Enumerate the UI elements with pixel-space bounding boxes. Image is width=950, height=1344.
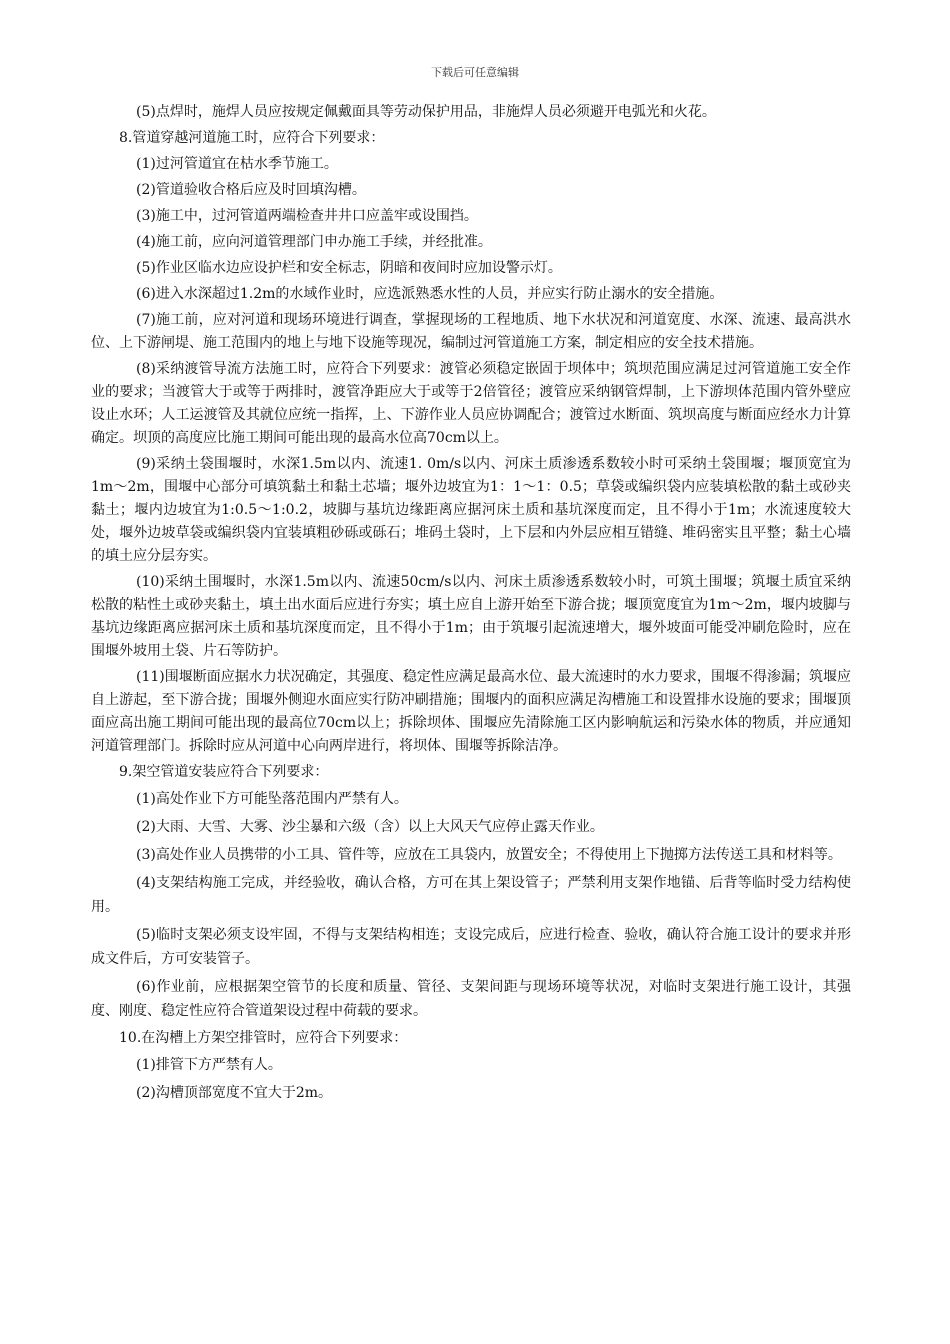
- paragraph-item: (6)进入水深超过1.2m的水域作业时，应选派熟悉水性的人员，并应实行防止溺水的安全措施。: [136, 286, 724, 302]
- paragraph-item: (10)采纳土围堰时，水深1.5m以内、流速50cm/s以内、河床土质渗透系数较小时，可筑土围堰；筑堰土质宜采纳松散的粘性土或砂夹黏土，填土出水面后应进行夯实；填土应自上游开始至下游合拢；堰顶宽度宜为1m～2m，堰内坡脚与基坑边缘距离应据河床土质和基坑深度而定，且不得小于1m；由于筑堰引起流速增大，堰外坡面可能受冲刷危险时，应在围堰外坡用土袋、片石等防护。: [91, 574, 851, 659]
- paragraph-item-5-welding: (5)点焊时，施焊人员应按规定佩戴面具等劳动保护用品，非施焊人员必须避开电弧光和火花。: [136, 104, 716, 120]
- paragraph-item: (9)采纳土袋围堰时，水深1.5m以内、流速1. 0m/s以内、河床土质渗透系数较小时可采纳土袋围堰；堰顶宽宜为1m～2m，围堰中心部分可填筑黏土和黏土芯墙；堰外边坡宜为1：1～1：0.5；草袋或编织袋内应装填松散的黏土或砂夹黏土；堰内边坡宜为1:0.5～1:0.2，坡脚与基坑边缘距离应据河床土质和基坑深度而定，且不得小于1m；水流速度较大处，堰外边坡草袋或编织袋内宜装填粗砂砾或砾石；堆码土袋时，上下层和内外层应相互错缝、堆码密实且平整；黏土心墙的填土应分层夯实。: [91, 456, 851, 564]
- section-10-heading: 10.在沟槽上方架空排管时，应符合下列要求：: [119, 1030, 408, 1046]
- paragraph-item: (6)作业前，应根据架空管节的长度和质量、管径、支架间距与现场环境等状况，对临时支架进行施工设计，其强度、刚度、稳定性应符合管道架设过程中荷载的要求。: [91, 979, 851, 1019]
- section-8-heading: 8.管道穿越河道施工时，应符合下列要求：: [119, 130, 385, 146]
- section-9-heading: 9.架空管道安装应符合下列要求：: [119, 764, 329, 780]
- paragraph-item: (5)临时支架必须支设牢固，不得与支架结构相连；支设完成后，应进行检查、验收，确认符合施工设计的要求并形成文件后，方可安装管子。: [91, 927, 851, 967]
- page-header: 下载后可任意编辑: [431, 66, 519, 79]
- paragraph-item: (8)采纳渡管导流方法施工时，应符合下列要求：渡管必须稳定嵌固于坝体中；筑坝范围应满足过河管道施工安全作业的要求；当渡管大于或等于两排时，渡管净距应大于或等于2倍管径；渡管应采纳钢管焊制，上下游坝体范围内管外壁应设止水环；人工运渡管及其就位应统一指挥，上、下游作业人员应协调配合；渡管过水断面、筑坝高度与断面应经水力计算确定。坝顶的高度应比施工期间可能出现的最高水位高70cm以上。: [91, 361, 851, 446]
- paragraph-item: (1)高处作业下方可能坠落范围内严禁有人。: [136, 791, 408, 807]
- paragraph-item: (4)支架结构施工完成，并经验收，确认合格，方可在其上架设管子；严禁利用支架作地锚、后背等临时受力结构使用。: [91, 875, 851, 915]
- paragraph-item: (1)排管下方严禁有人。: [136, 1057, 282, 1073]
- paragraph-item: (3)高处作业人员携带的小工具、管件等，应放在工具袋内，放置安全；不得使用上下抛掷方法传送工具和材料等。: [136, 847, 842, 863]
- paragraph-item: (5)作业区临水边应设护栏和安全标志，阴暗和夜间时应加设警示灯。: [136, 260, 562, 276]
- paragraph-item: (1)过河管道宜在枯水季节施工。: [136, 156, 338, 172]
- document-body: [91, 101, 851, 1109]
- paragraph-item: (2)大雨、大雪、大雾、沙尘暴和六级（含）以上大风天气应停止露天作业。: [136, 819, 604, 835]
- paragraph-item: (7)施工前，应对河道和现场环境进行调查，掌握现场的工程地质、地下水状况和河道宽度、水深、流速、最高洪水位、上下游闸堤、施工范围内的地上与地下设施等现况，编制过河管道施工方案，制定相应的安全技术措施。: [91, 312, 851, 351]
- paragraph-item: (2)管道验收合格后应及时回填沟槽。: [136, 182, 366, 198]
- paragraph-item: (11)围堰断面应据水力状况确定，其强度、稳定性应满足最高水位、最大流速时的水力要求，围堰不得渗漏；筑堰应自上游起，至下游合拢；围堰外侧迎水面应实行防冲刷措施；围堰内的面积应满足沟槽施工和设置排水设施的要求；围堰顶面应高出施工期间可能出现的最高位70cm以上；拆除坝体、围堰应先清除施工区内影响航运和污染水体的物质，并应通知河道管理部门。拆除时应从河道中心向两岸进行，将坝体、围堰等拆除洁净。: [91, 669, 851, 754]
- paragraph-item: (2)沟槽顶部宽度不宜大于2m。: [136, 1085, 333, 1101]
- paragraph-item: (4)施工前，应向河道管理部门申办施工手续，并经批准。: [136, 234, 492, 250]
- paragraph-item: (3)施工中，过河管道两端检查井井口应盖牢或设围挡。: [136, 208, 478, 224]
